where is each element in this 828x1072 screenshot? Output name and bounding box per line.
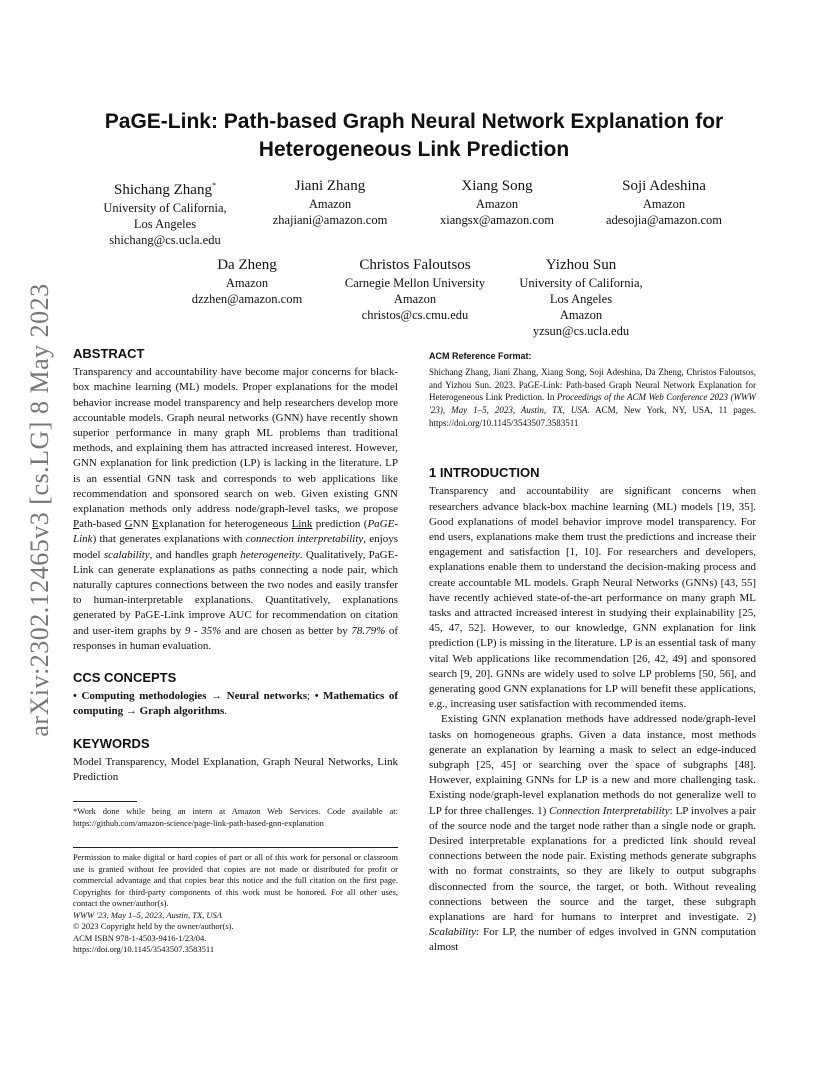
copyright: © 2023 Copyright held by the owner/author(s). (73, 921, 234, 932)
author-block (172, 255, 322, 307)
author-email: xiangsx@amazon.com (440, 213, 554, 227)
author-name: Jiani Zhang (294, 178, 366, 194)
author-affiliation: Los Angeles (133, 217, 197, 231)
intro-paragraph: Existing GNN explanation methods have addressed node/graph-level tasks on homogeneous graphs. Given a data instance, most methods generate an explanation by learning a mask to select an edge-induced subgraph [25, 45] or searching over the space of subgraphs [48]. However, explaining GNNs for LP is a new and more challenging task. Existing node/graph-level explanation methods do not generalize well to LP for three challenges. 1) Connection Interpretability: LP involves a pair of the source node and the target node rather than a single node or graph. Desired interpretable explanations for a predicted link should reveal connections between the node pair. Existing methods generate subgraphs with no format constraints, so they are likely to output subgraphs disconnected from the source, the target, or both. Without revealing connections between the source and the target, these subgraph explanations are hard for humans to interpret and investigate. 2) Scalability: For LP, the number of edges involved in GNN computation almost (429, 713, 757, 954)
intro-heading: 1 INTRODUCTION (429, 465, 540, 481)
author-email: adesojia@amazon.com (606, 213, 722, 227)
ccs-heading: CCS CONCEPTS (73, 670, 177, 686)
abstract-text: Transparency and accountability have become major concerns for black-box machine learning (ML) models. Proper explanations for the model behavior increase model transparency and help researchers develop more accountable models. Graph neural networks (GNN) have recently shown superior performance in many graph ML problems than traditional methods, and explaining them has attracted increased interest. However, GNN explanation for link prediction (LP) is lacking in the literature. LP is an essential GNN task and corresponds to web applications like recommendation and sponsored search on web. Given existing GNN explanation methods only address node/graph-level tasks, we propose Path-based GNN Explanation for heterogeneous Link prediction (PaGE-Link) that generates explanations with connection interpretability, enjoys model scalability, and handles graph heterogeneity. Qualitatively, PaGE-Link can generate explanations as paths connecting a node pair, which naturally captures connections between the two nodes and easily transfer to human-interpretable explanations. Quantitatively, explanations generated by PaGE-Link improve AUC for recommendation on citation and user-item graphs by 9 - 35% and are chosen as better by 78.79% of responses in human evaluation. (73, 366, 399, 652)
footnote-rule (73, 801, 137, 802)
author-affiliation: University of California, (103, 201, 227, 215)
author-block (90, 176, 240, 248)
venue: WWW '23, May 1–5, 2023, Austin, TX, USA (73, 909, 222, 920)
abstract-heading: ABSTRACT (73, 346, 145, 361)
footnote: *Work done while being an intern at Amazon Web Services. Code available at: https://github.com/amazon-science/page-link-path-based-gnn-explanation (73, 806, 398, 828)
author-name: Shichang Zhang* (114, 181, 216, 198)
author-name: Yizhou Sun (545, 257, 617, 273)
doi: https://doi.org/10.1145/3543507.3583511 (73, 944, 215, 955)
author-email: dzzhen@amazon.com (191, 292, 303, 306)
author-name: Da Zheng (217, 257, 277, 273)
author-name: Christos Faloutsos (359, 257, 471, 273)
author-block (330, 255, 500, 323)
author-affiliation: Amazon (393, 292, 437, 306)
permission-rule (73, 847, 398, 848)
author-affiliation: University of California, (519, 276, 643, 290)
arxiv-identifier: arXiv:2302.12465v3 [cs.LG] 8 May 2023 (25, 283, 54, 737)
keywords-heading: KEYWORDS (73, 735, 150, 751)
author-name: Soji Adeshina (622, 178, 706, 194)
author-block (589, 176, 739, 228)
acm-reference-heading: ACM Reference Format: (429, 351, 532, 361)
author-affiliation: Amazon (642, 197, 686, 211)
keywords-text: Model Transparency, Model Explanation, Graph Neural Networks, Link Prediction (73, 755, 398, 784)
permission-block (73, 852, 398, 956)
author-email: zhajiani@amazon.com (272, 213, 388, 227)
intro-paragraph: Transparency and accountability are significant concerns when researchers advance black-box machine learning (ML) models [19, 35]. Good explanations of model behavior improve model transparency. For end users, explanations make them trust the predictions and increase their engagement and satisfaction [1, 10]. For researchers and developers, explanations enable them to understand the decision-making process and create accountable ML models. Graph Neural Networks (GNNs) [43, 55] have recently achieved state-of-the-art performance on many graph ML tasks and attracted increased interest in studying their explainability [25, 45, 47, 52]. However, to our knowledge, GNN explanation for link prediction (LP) is missing in the literature. LP is an essential task of many vital Web applications like recommendation [26, 42, 49] and sponsored search [9, 20]. GNNs are widely used to solve LP problems [50, 56], and generating good GNN explanations for LP will benefit these applications, e.g., increasing user satisfaction with recommended items. (429, 485, 756, 711)
left-column (73, 346, 398, 956)
author-block (422, 176, 572, 228)
isbn: ACM ISBN 978-1-4503-9416-1/23/04. (73, 932, 207, 943)
ccs-text: • Computing methodologies → Neural networks; • Mathematics of computing → Graph algorithms. (73, 690, 398, 718)
author-affiliation: Los Angeles (549, 292, 613, 306)
author-affiliation: Amazon (308, 197, 352, 211)
paper-title: PaGE-Link: Path-based Graph Neural Network Explanation for Heterogeneous Link Prediction (104, 110, 724, 161)
author-affiliation: Carnegie Mellon University (344, 276, 486, 290)
author-name: Xiang Song (461, 178, 533, 194)
author-email: shichang@cs.ucla.edu (109, 233, 221, 247)
author-email: christos@cs.cmu.edu (361, 308, 469, 322)
permission-text: Permission to make digital or hard copies of part or all of this work for personal or classroom use is granted without fee provided that copies are not made or distributed for profit or commercial advantage and that copies bear this notice and the full citation on the first page. Copyrights for third-party components of this work must be honored. For all other uses, contact the owner/author(s). (73, 852, 398, 909)
author-block (255, 176, 405, 228)
acm-reference-text: Shichang Zhang, Jiani Zhang, Xiang Song, Soji Adeshina, Da Zheng, Christos Faloutsos, and Yizhou Sun. 2023. PaGE-Link: Path-based Graph Neural Network Explanation for Heterogeneous Link Prediction. In Proceedings of the ACM Web Conference 2023 (WWW '23), May 1–5, 2023, Austin, TX, USA. ACM, New York, NY, USA, 11 pages. https://doi.org/10.1145/3543507.3583511 (429, 367, 757, 428)
author-affiliation: Amazon (559, 308, 603, 322)
author-email: yzsun@cs.ucla.edu (532, 324, 630, 338)
author-affiliation: Amazon (225, 276, 269, 290)
right-column (429, 349, 756, 956)
author-affiliation: Amazon (475, 197, 519, 211)
author-block (506, 255, 656, 339)
